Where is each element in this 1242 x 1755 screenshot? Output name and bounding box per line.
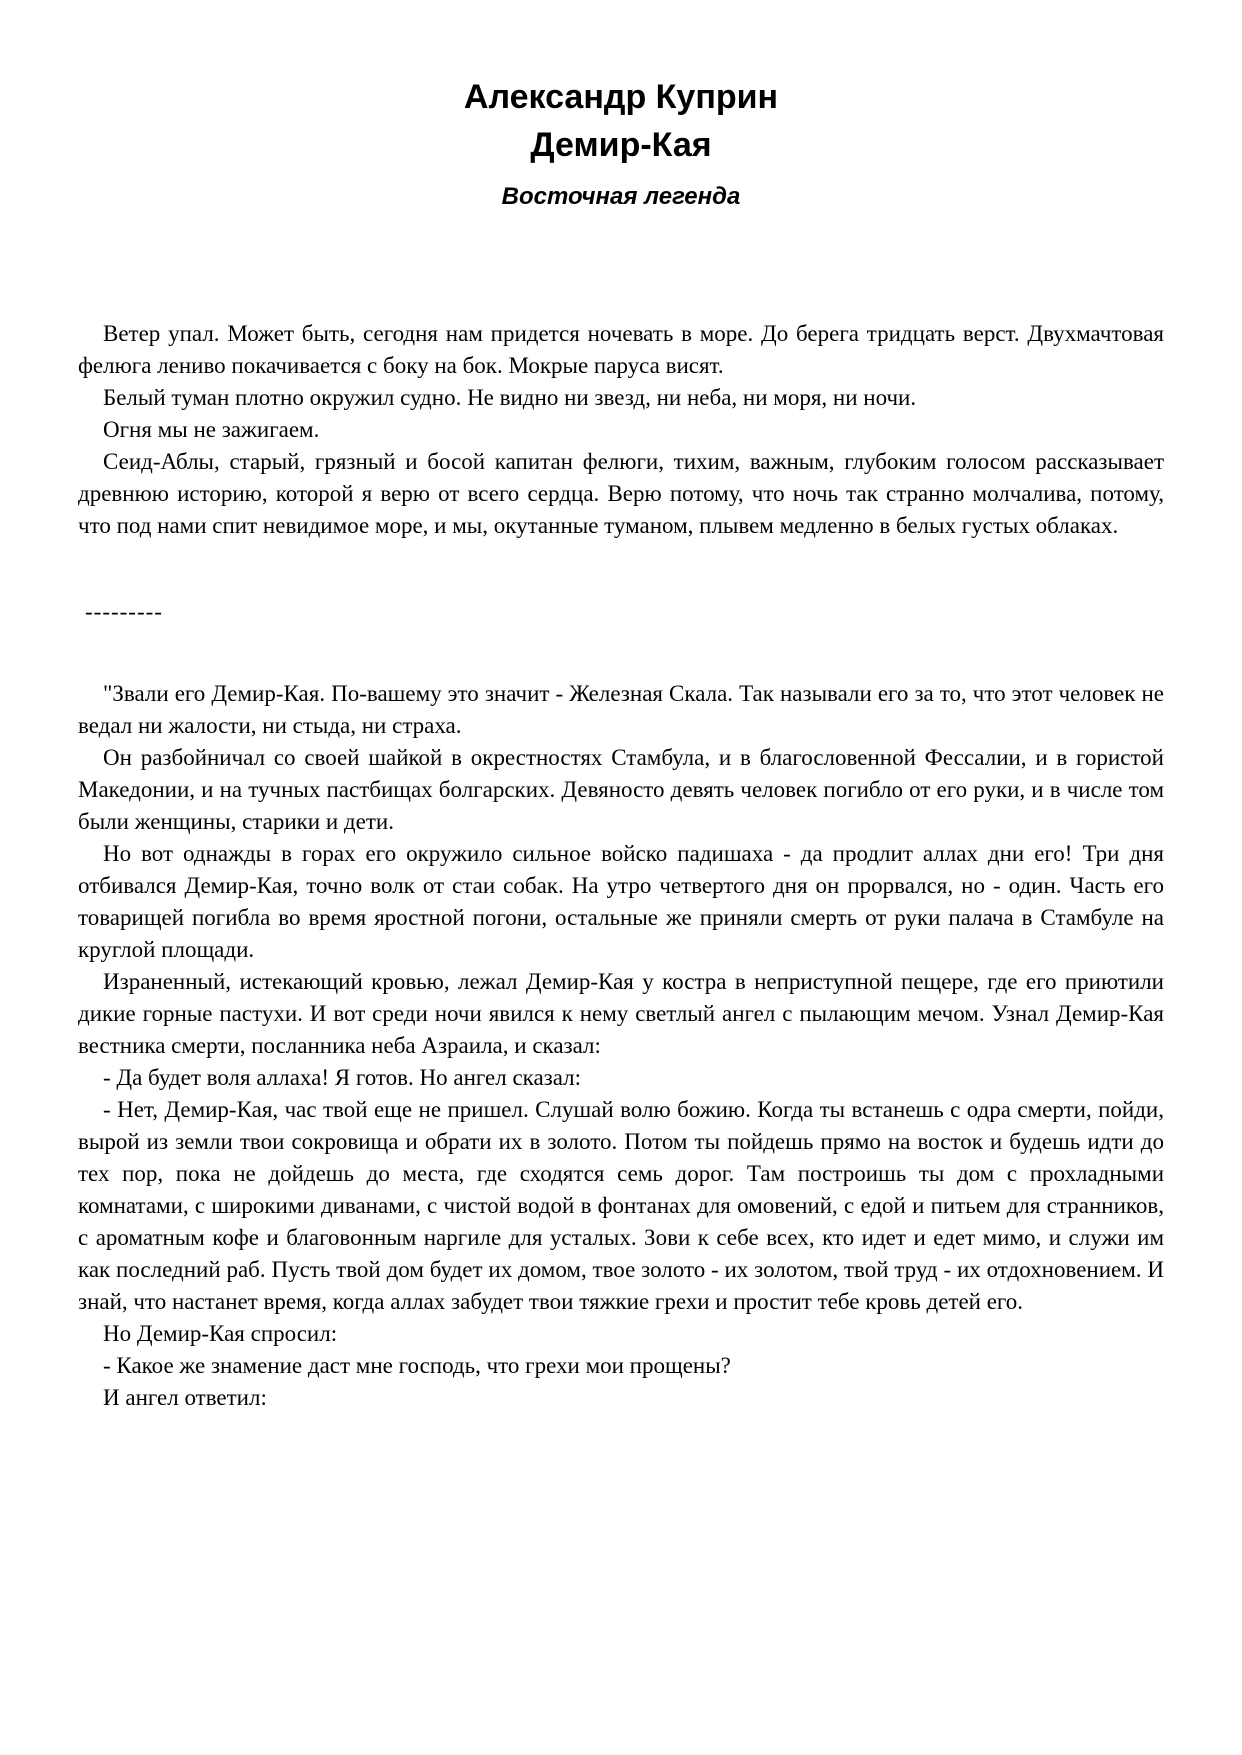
paragraph: Сеид-Аблы, старый, грязный и босой капитан фелюги, тихим, важным, глубоким голосом рассказывает древнюю историю, которой я верю от всего сердца. Верю потому, что ночь так странно молчалива, потому, что под нами спит невидимое море, и мы, окутанные туманом, плывем медленно в белых густых облаках.	[78, 449, 1164, 538]
paragraph: Он разбойничал со своей шайкой в окрестностях Стамбула, и в благословенной Фессалии, и в гористой Македонии, и на тучных пастбищах болгарских. Девяносто девять человек погибло от его руки, и в числе том были женщины, старики и дети.	[78, 745, 1164, 834]
story-subtitle: Восточная легенда	[501, 183, 741, 210]
author-name: Александр Куприн	[463, 78, 779, 116]
paragraph: "Звали его Демир-Кая. По-вашему это значит - Железная Скала. Так называли его за то, что этот человек не ведал ни жалости, ни стыда, ни страха.	[78, 681, 1164, 738]
title-block	[78, 76, 1164, 212]
paragraph: - Да будет воля аллаха! Я готов. Но ангел сказал:	[103, 1065, 582, 1090]
paragraph: Но Демир-Кая спросил:	[103, 1321, 338, 1346]
paragraph: Израненный, истекающий кровью, лежал Демир-Кая у костра в неприступной пещере, где его приютили дикие горные пастухи. И вот среди ночи явился к нему светлый ангел с пылающим мечом. Узнал Демир-Кая вестника смерти, посланника неба Азраила, и сказал:	[78, 969, 1164, 1058]
story-body	[78, 318, 1164, 1414]
story-title: Демир-Кая	[530, 126, 712, 164]
section-separator: ---------	[85, 599, 163, 624]
paragraph: - Нет, Демир-Кая, час твой еще не пришел. Слушай волю божию. Когда ты встанешь с одра смерти, пойди, вырой из земли твои сокровища и обрати их в золото. Потом ты пойдешь прямо на восток и будешь идти до тех пор, пока не дойдешь до места, где сходятся семь дорог. Там построишь ты дом с прохладными комнатами, с широкими диванами, с чистой водой в фонтанах для омовений, с едой и питьем для странников, с ароматным кофе и благовонным наргиле для усталых. Зови к себе всех, кто идет и едет мимо, и служи им как последний раб. Пусть твой дом будет их домом, твое золото - их золотом, твой труд - их отдохновением. И знай, что настанет время, когда аллах забудет твои тяжкие грехи и простит тебе кровь детей его.	[78, 1097, 1164, 1314]
paragraph: Ветер упал. Может быть, сегодня нам придется ночевать в море. До берега тридцать верст. Двухмачтовая фелюга лениво покачивается с боку на бок. Мокрые паруса висят.	[78, 321, 1164, 378]
paragraph: Но вот однажды в горах его окружило сильное войско падишаха - да продлит аллах дни его! Три дня отбивался Демир-Кая, точно волк от стаи собак. На утро четвертого дня он прорвался, но - один. Часть его товарищей погибла во время яростной погони, остальные же приняли смерть от руки палача в Стамбуле на круглой площади.	[78, 841, 1164, 962]
paragraph: И ангел ответил:	[103, 1385, 267, 1410]
paragraph: - Какое же знамение даст мне господь, что грехи мои прощены?	[103, 1353, 731, 1378]
paragraph: Огня мы не зажигаем.	[103, 417, 320, 442]
paragraph: Белый туман плотно окружил судно. Не видно ни звезд, ни неба, ни моря, ни ночи.	[103, 385, 917, 410]
